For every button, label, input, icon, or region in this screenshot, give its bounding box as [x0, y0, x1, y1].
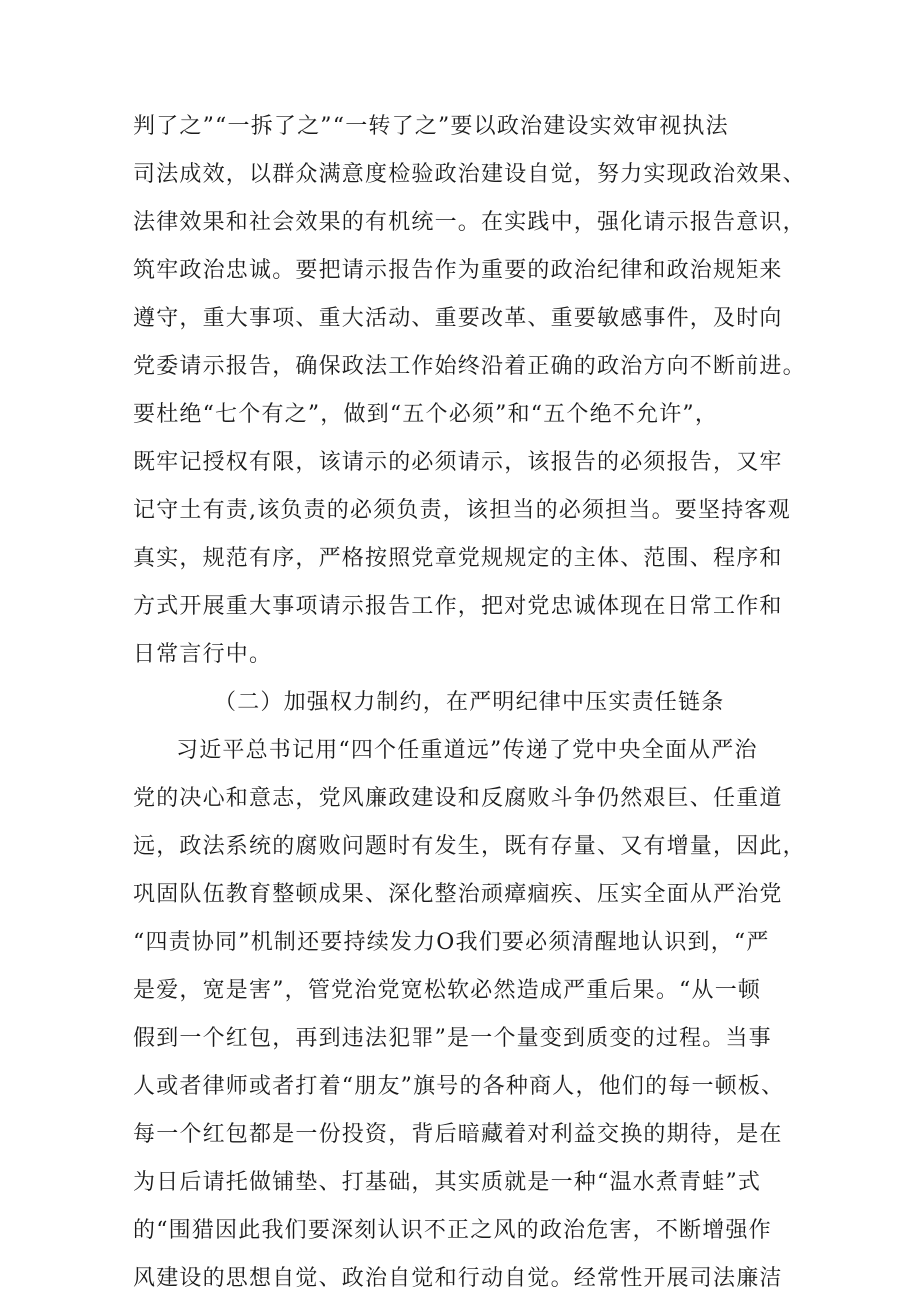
paragraph-line: 日常言行中。: [133, 642, 273, 667]
paragraph-line: 真实，规范有序，严格按照党章党规规定的主体、范围、程序和: [133, 546, 783, 571]
paragraph-line: 遵守，重大事项、重大活动、重要改革、重要敏感事件，及时向: [133, 306, 783, 331]
paragraph-line: 为日后请托做铺垫、打基础，其实质就是一种“温水煮青蛙”式: [133, 1170, 762, 1195]
paragraph-line: “四责协同”机制还要持续发力O我们要必须清醒地认识到，“严: [133, 930, 770, 955]
paragraph-line: 党委请示报告，确保政法工作始终沿着正确的政治方向不断前进。: [133, 354, 806, 379]
paragraph-line: 是爱，宽是害”，管党治党宽松软必然造成严重后果。“从一顿: [133, 978, 762, 1003]
section-heading: （二）加强权力制约，在严明纪律中压实责任链条: [214, 690, 725, 715]
paragraph-line: 司法成效，以群众满意度检验政治建设自觉，努力实现政治效果、: [133, 162, 806, 187]
paragraph-line: 既牢记授权有限，该请示的必须请示，该报告的必须报告，又牢: [133, 450, 783, 475]
paragraph-line: 人或者律师或者打着“朋友”旗号的各种商人，他们的每一顿板、: [133, 1074, 785, 1099]
paragraph-line: 方式开展重大事项请示报告工作，把对党忠诚体现在日常工作和: [133, 594, 783, 619]
paragraph-line: 记守土有责,该负责的必须负责，该担当的必须担当。要坚持客观: [133, 498, 791, 523]
paragraph-line: 假到一个红包，再到违法犯罪”是一个量变到质变的过程。当事: [133, 1026, 772, 1051]
paragraph-line: 党的决心和意志，党风廉政建设和反腐败斗争仍然艰巨、任重道: [133, 786, 783, 811]
paragraph-line: 的“围猎因此我们要深刻认识不正之风的政治危害，不断增强作: [133, 1218, 772, 1243]
paragraph-line: 远，政法系统的腐败问题时有发生，既有存量、又有增量，因此，: [133, 834, 806, 859]
paragraph-line: 法律效果和社会效果的有机统一。在实践中，强化请示报告意识，: [133, 210, 806, 235]
paragraph-line: 习近平总书记用“四个任重道远”传递了党中央全面从严治: [176, 738, 758, 763]
paragraph-line: 风建设的思想自觉、政治自觉和行动自觉。经常性开展司法廉洁: [133, 1266, 783, 1291]
paragraph-line: 巩固队伍教育整顿成果、深化整治顽瘴痼疾、压实全面从严治党: [133, 882, 783, 907]
paragraph-line: 判了之”“一拆了之”“一转了之”要以政治建设实效审视执法: [133, 114, 729, 139]
paragraph-line: 要杜绝“七个有之”，做到“五个必须”和“五个绝不允许”，: [133, 402, 719, 427]
paragraph-line: 筑牢政治忠诚。要把请示报告作为重要的政治纪律和政治规矩来: [133, 258, 783, 283]
paragraph-line: 每一个红包都是一份投资，背后暗藏着对利益交换的期待，是在: [133, 1122, 783, 1147]
